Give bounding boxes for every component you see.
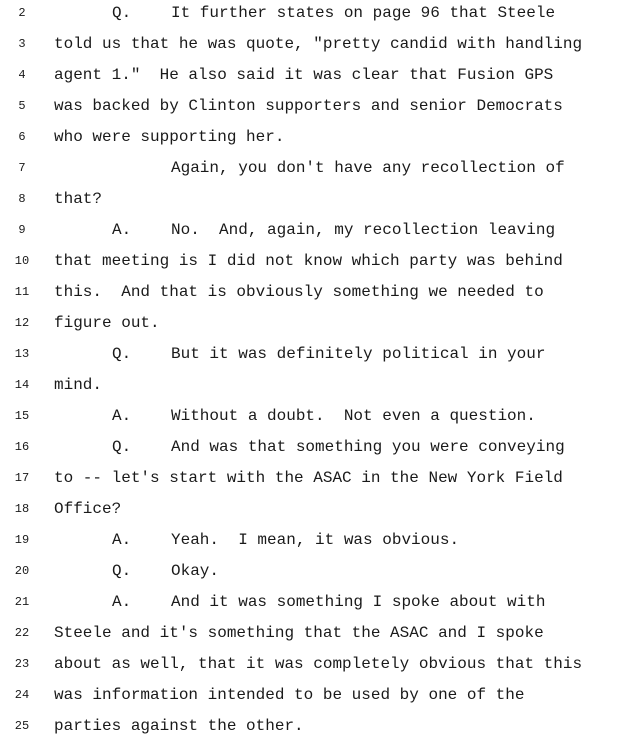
transcript-line bbox=[0, 277, 634, 308]
transcript-line bbox=[0, 370, 634, 401]
line-number: 11 bbox=[14, 285, 30, 299]
line-text: Yeah. I mean, it was obvious. bbox=[171, 531, 460, 549]
line-number: 8 bbox=[18, 192, 26, 206]
line-text: who were supporting her. bbox=[54, 128, 285, 146]
line-text: figure out. bbox=[54, 314, 160, 332]
line-number: 20 bbox=[14, 564, 30, 578]
line-number: 18 bbox=[14, 502, 30, 516]
speaker-label: A. bbox=[112, 407, 132, 425]
transcript-line bbox=[0, 215, 634, 246]
line-text: Office? bbox=[54, 500, 122, 518]
line-number: 9 bbox=[18, 223, 26, 237]
line-text: this. And that is obviously something we needed to bbox=[54, 283, 544, 301]
transcript-line bbox=[0, 122, 634, 153]
line-text: It further states on page 96 that Steele bbox=[171, 4, 556, 22]
line-text: But it was definitely political in your bbox=[171, 345, 546, 363]
transcript-line bbox=[0, 556, 634, 587]
line-text: No. And, again, my recollection leaving bbox=[171, 221, 556, 239]
transcript-line bbox=[0, 339, 634, 370]
line-text: that? bbox=[54, 190, 103, 208]
line-text: Again, you don't have any recollection of bbox=[171, 159, 565, 177]
transcript-line bbox=[0, 153, 634, 184]
line-text: told us that he was quote, "pretty candid with handling bbox=[54, 35, 583, 53]
speaker-label: A. bbox=[112, 593, 132, 611]
line-text: And it was something I spoke about with bbox=[171, 593, 546, 611]
line-text: that meeting is I did not know which party was behind bbox=[54, 252, 563, 270]
line-number: 6 bbox=[18, 130, 26, 144]
transcript-line bbox=[0, 680, 634, 711]
line-text: was information intended to be used by one of the bbox=[54, 686, 525, 704]
line-number: 13 bbox=[14, 347, 30, 361]
line-number: 25 bbox=[14, 719, 30, 733]
line-number: 2 bbox=[18, 6, 26, 20]
line-number: 21 bbox=[14, 595, 30, 609]
line-number: 24 bbox=[14, 688, 30, 702]
transcript-line bbox=[0, 432, 634, 463]
line-text: Okay. bbox=[171, 562, 220, 580]
line-text: was backed by Clinton supporters and senior Democrats bbox=[54, 97, 563, 115]
line-number: 3 bbox=[18, 37, 26, 51]
line-number: 15 bbox=[14, 409, 30, 423]
speaker-label: Q. bbox=[112, 438, 132, 456]
transcript-line bbox=[0, 401, 634, 432]
line-number: 12 bbox=[14, 316, 30, 330]
line-number: 23 bbox=[14, 657, 30, 671]
transcript-line bbox=[0, 308, 634, 339]
line-text: Without a doubt. Not even a question. bbox=[171, 407, 536, 425]
transcript-line bbox=[0, 618, 634, 649]
speaker-label: Q. bbox=[112, 4, 132, 22]
transcript-line bbox=[0, 587, 634, 618]
transcript-line bbox=[0, 246, 634, 277]
transcript-line bbox=[0, 463, 634, 494]
line-number: 16 bbox=[14, 440, 30, 454]
line-number: 17 bbox=[14, 471, 30, 485]
transcript-line bbox=[0, 711, 634, 742]
line-number: 7 bbox=[18, 161, 26, 175]
line-number: 19 bbox=[14, 533, 30, 547]
line-text: And was that something you were conveying bbox=[171, 438, 565, 456]
line-text: about as well, that it was completely obvious that this bbox=[54, 655, 583, 673]
transcript-line bbox=[0, 60, 634, 91]
transcript-line bbox=[0, 649, 634, 680]
transcript-line bbox=[0, 29, 634, 60]
line-number: 4 bbox=[18, 68, 26, 82]
line-text: Steele and it's something that the ASAC and I spoke bbox=[54, 624, 544, 642]
transcript-line bbox=[0, 0, 634, 29]
transcript-line bbox=[0, 91, 634, 122]
line-text: to -- let's start with the ASAC in the New York Field bbox=[54, 469, 563, 487]
speaker-label: A. bbox=[112, 221, 132, 239]
line-number: 14 bbox=[14, 378, 30, 392]
speaker-label: Q. bbox=[112, 562, 132, 580]
line-text: mind. bbox=[54, 376, 103, 394]
speaker-label: A. bbox=[112, 531, 132, 549]
line-number: 10 bbox=[14, 254, 30, 268]
line-number: 22 bbox=[14, 626, 30, 640]
line-number: 5 bbox=[18, 99, 26, 113]
transcript-line bbox=[0, 494, 634, 525]
speaker-label: Q. bbox=[112, 345, 132, 363]
line-text: agent 1." He also said it was clear that Fusion GPS bbox=[54, 66, 554, 84]
line-text: parties against the other. bbox=[54, 717, 304, 735]
transcript-line bbox=[0, 184, 634, 215]
transcript-line bbox=[0, 525, 634, 556]
